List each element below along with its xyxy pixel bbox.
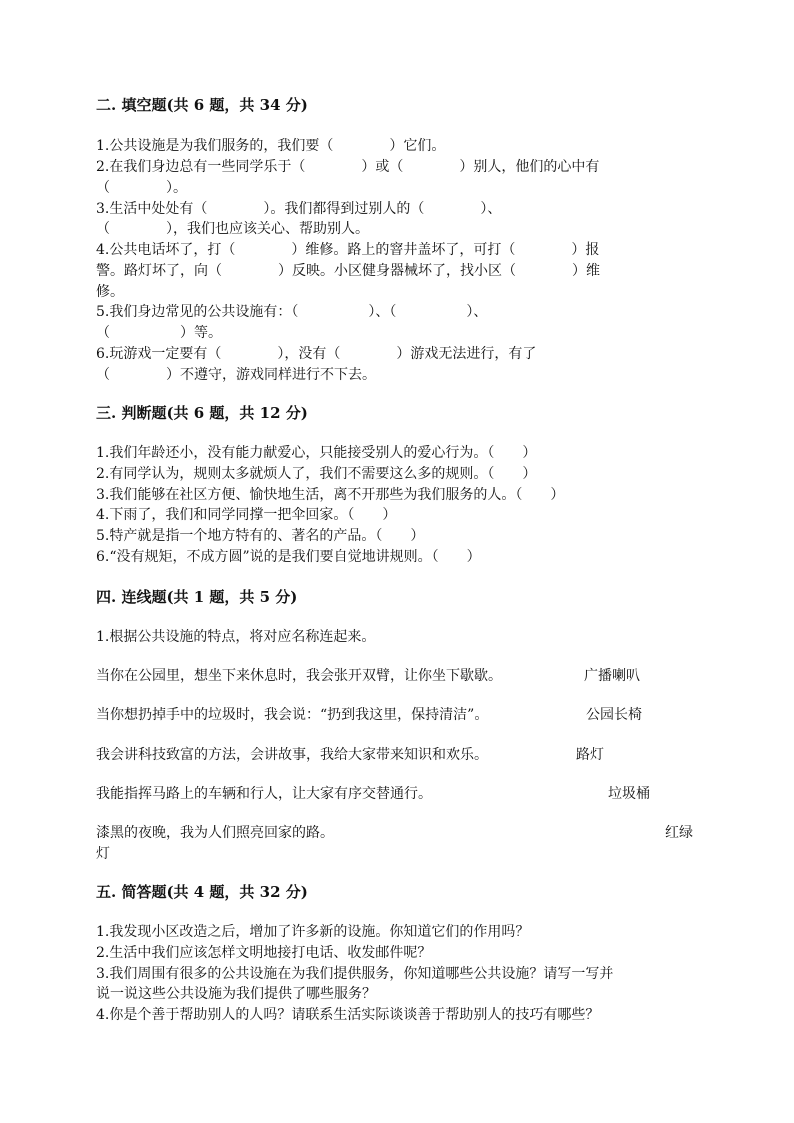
matching-item-right: 广播喇叭 (584, 668, 640, 684)
short-answer-line: 说一说这些公共设施为我们提供了哪些服务？ (96, 986, 376, 1002)
section-heading-matching: 四. 连线题(共 1 题，共 5 分) (96, 588, 298, 606)
matching-item-left: 当你想扔掉手中的垃圾时，我会说：“扔到我这里，保持清洁”。 (96, 707, 489, 723)
section-heading-short-answer: 五. 简答题(共 4 题，共 32 分) (96, 883, 308, 901)
fill-in-line: 3.生活中处处有（ ）。我们都得到过别人的（ ）、 (96, 201, 502, 217)
matching-item-left: 我能指挥马路上的车辆和行人，让大家有序交替通行。 (96, 786, 432, 802)
true-false-line: 2.有同学认为，规则太多就烦人了，我们不需要这么多的规则。（ ） (96, 466, 537, 482)
fill-in-line: 警。路灯坏了，向（ ）反映。小区健身器械坏了，找小区（ ）维 (96, 263, 600, 279)
fill-in-line: 5.我们身边常见的公共设施有：（ ）、（ ）、 (96, 304, 488, 320)
section-heading-true-false: 三. 判断题(共 6 题，共 12 分) (96, 404, 308, 422)
matching-item-right: 公园长椅 (586, 707, 642, 723)
true-false-line: 3.我们能够在社区方便、愉快地生活，离不开那些为我们服务的人。（ ） (96, 487, 565, 503)
fill-in-line: （ ）不遵守，游戏同样进行不下去。 (96, 367, 376, 383)
fill-in-line: 6.玩游戏一定要有（ ），没有（ ）游戏无法进行，有了 (96, 346, 537, 362)
fill-in-line: 修。 (96, 284, 124, 300)
fill-in-line: （ ）等。 (96, 325, 222, 341)
matching-item-left: 当你在公园里，想坐下来休息时，我会张开双臂，让你坐下歇歇。 (96, 668, 502, 684)
true-false-line: 5.特产就是指一个地方特有的、著名的产品。（ ） (96, 528, 425, 544)
fill-in-line: （ ）。 (96, 180, 187, 196)
true-false-line: 4.下雨了，我们和同学同撑一把伞回家。（ ） (96, 507, 397, 523)
matching-item-left: 我会讲科技致富的方法，会讲故事，我给大家带来知识和欢乐。 (96, 747, 488, 763)
matching-item-left: 漆黑的夜晚，我为人们照亮回家的路。 (96, 825, 334, 841)
short-answer-line: 4.你是个善于帮助别人的人吗？请联系生活实际谈谈善于帮助别人的技巧有哪些？ (96, 1007, 600, 1023)
fill-in-line: 4.公共电话坏了，打（ ）维修。路上的窨井盖坏了，可打（ ）报 (96, 242, 600, 258)
matching-item-right: 路灯 (576, 747, 604, 763)
true-false-line: 1.我们年龄还小，没有能力献爱心，只能接受别人的爱心行为。（ ） (96, 445, 537, 461)
fill-in-line: （ ），我们也应该关心、帮助别人。 (96, 221, 369, 237)
matching-item-right-continued: 灯 (96, 846, 110, 862)
short-answer-line: 2.生活中我们应该怎样文明地接打电话、收发邮件呢？ (96, 945, 432, 961)
section-heading-fill-in: 二. 填空题(共 6 题，共 34 分) (96, 96, 308, 114)
short-answer-line: 3.我们周围有很多的公共设施在为我们提供服务，你知道哪些公共设施？请写一写并 (96, 966, 614, 982)
matching-instruction: 1.根据公共设施的特点，将对应名称连起来。 (96, 629, 376, 645)
short-answer-line: 1.我发现小区改造之后，增加了许多新的设施。你知道它们的作用吗？ (96, 924, 530, 940)
true-false-line: 6.“没有规矩，不成方圆”说的是我们要自觉地讲规则。（ ） (96, 549, 481, 565)
fill-in-line: 1.公共设施是为我们服务的，我们要（ ）它们。 (96, 138, 446, 154)
matching-item-right: 红绿 (665, 825, 693, 841)
fill-in-line: 2.在我们身边总有一些同学乐于（ ）或（ ）别人，他们的心中有 (96, 159, 600, 175)
matching-item-right: 垃圾桶 (608, 786, 650, 802)
